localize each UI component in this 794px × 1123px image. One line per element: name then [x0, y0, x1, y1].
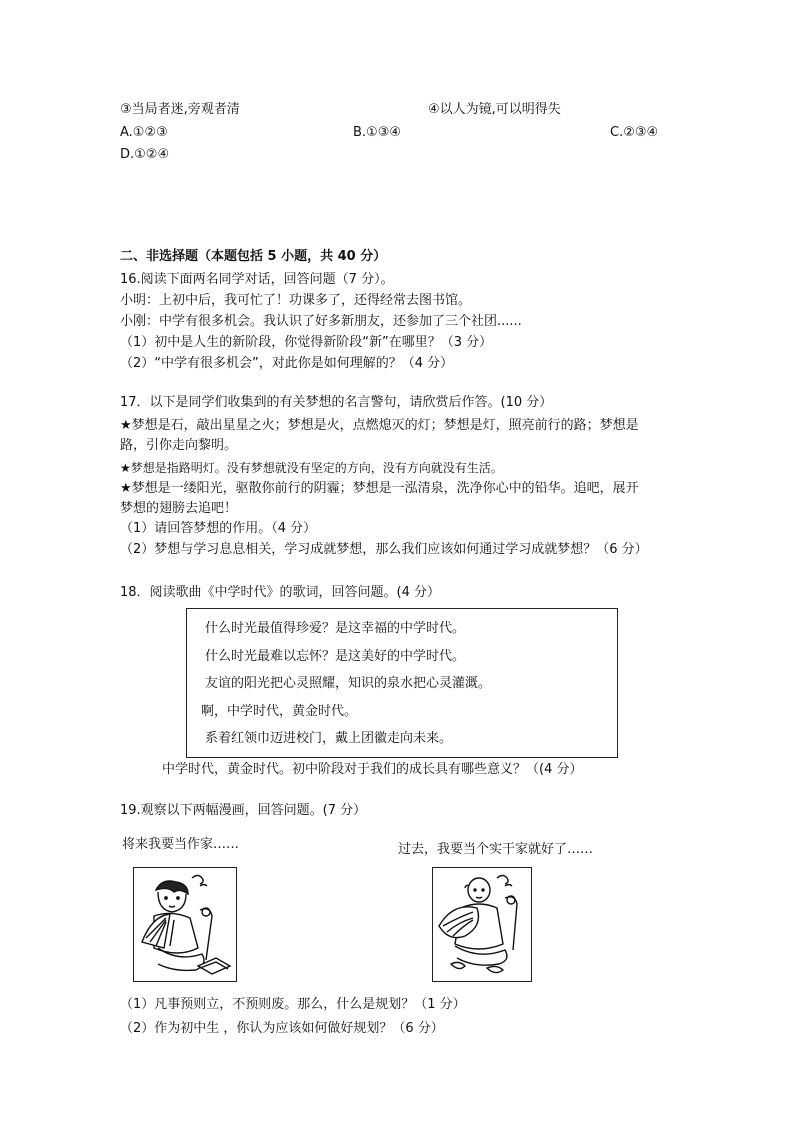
old-man-drawing	[433, 868, 531, 981]
cartoon-caption-left: 将来我要当作家……	[122, 837, 240, 852]
q17-sub2: （2）梦想与学习息息相关，学习成就梦想，那么我们应该如何通过学习成就梦想？（6 分）	[120, 542, 648, 557]
lyric-line: 什么时光最值得珍爱？是这幸福的中学时代。	[205, 621, 466, 636]
q17-quote-3a: ★梦想是一缕阳光，驱散你前行的阴霾；梦想是一泓清泉，洗净你心中的铅华。追吧，展开	[120, 481, 639, 496]
q17-quote-1a: ★梦想是石，敲出星星之火；梦想是火，点燃熄灭的灯；梦想是灯，照亮前行的路；梦想是	[120, 418, 639, 433]
cartoon-young-student	[133, 867, 237, 982]
cartoon-caption-right: 过去，我要当个实干家就好了……	[398, 842, 594, 857]
lyric-line: 友谊的阳光把心灵照耀，知识的泉水把心灵灌溉。	[205, 676, 492, 691]
q16-sub2: （2）“中学有很多机会”，对此你是如何理解的？（4 分）	[120, 356, 454, 371]
choice-c: C.②③④	[610, 125, 659, 140]
q18-question: 中学时代，黄金时代。初中阶段对于我们的成长具有哪些意义？（(4 分）	[162, 762, 583, 777]
q18-stem: 18．阅读歌曲《中学时代》的歌词，回答问题。(4 分）	[120, 585, 441, 600]
q16-sub1: （1）初中是人生的新阶段，你觉得新阶段“新”在哪里？（3 分）	[120, 335, 493, 350]
q19-stem: 19.观察以下两幅漫画，回答问题。(7 分）	[120, 803, 367, 818]
q19-sub1: （1）凡事预则立，不预则废。那么，什么是规划？（1 分）	[120, 997, 466, 1012]
section-title: 二、非选择题（本题包括 5 小题，共 40 分）	[120, 249, 387, 264]
lyric-line: 啊，中学时代，黄金时代。	[201, 704, 358, 719]
q16-dialogue-1: 小明：上初中后，我可忙了！功课多了，还得经常去图书馆。	[120, 293, 472, 308]
q17-quote-1b: 路，引你走向黎明。	[120, 438, 238, 453]
q17-quote-2: ★梦想是指路明灯。没有梦想就没有坚定的方向，没有方向就没有生活。	[120, 461, 503, 475]
option-3: ③当局者迷,旁观者清	[120, 102, 240, 117]
choice-b: B.①③④	[353, 125, 402, 140]
q17-sub1: （1）请回答梦想的作用。（4 分）	[120, 521, 317, 536]
lyric-line: 系着红领巾迈进校门，戴上团徽走向未来。	[205, 731, 453, 746]
choice-d: D.①②④	[120, 147, 170, 162]
q17-stem: 17．以下是同学们收集到的有关梦想的名言警句，请欣赏后作答。(10 分）	[120, 395, 553, 410]
q16-stem: 16.阅读下面两名同学对话，回答问题（7 分）。	[120, 272, 394, 287]
q17-quote-3b: 梦想的翅膀去追吧！	[120, 501, 238, 516]
q16-dialogue-2: 小刚：中学有很多机会。我认识了好多新朋友，还参加了三个社团......	[120, 314, 522, 329]
cartoon-old-man	[432, 867, 532, 982]
choice-a: A.①②③	[120, 125, 168, 140]
option-4: ④以人为镜,可以明得失	[428, 102, 561, 117]
lyrics-box	[186, 608, 618, 758]
q19-sub2: （2）作为初中生 ，你认为应该如何做好规划？（6 分）	[120, 1021, 444, 1036]
lyric-line: 什么时光最难以忘怀？是这美好的中学时代。	[205, 649, 466, 664]
young-student-drawing	[134, 868, 236, 981]
